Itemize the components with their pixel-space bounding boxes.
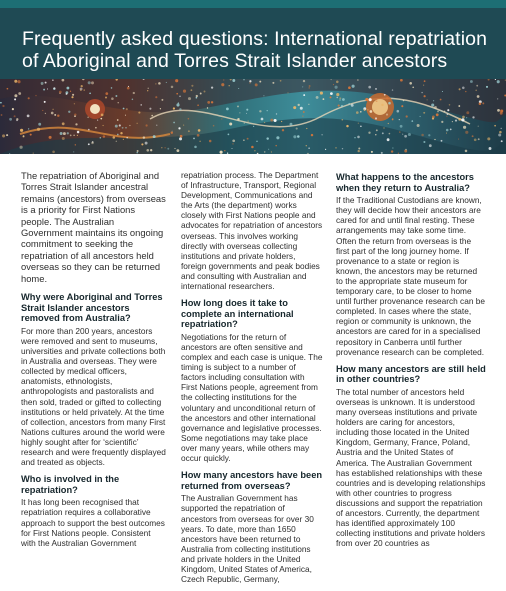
question-heading: How many ancestors are still held in other countries? xyxy=(336,363,486,385)
accent-bar xyxy=(0,0,506,8)
question-heading: How long does it take to complete an international repatriation? xyxy=(181,298,294,330)
answer-paragraph: The Australian Government has supported the repatriation of ancestors from overseas for over 30 years. To date, more than 1650 ancestors have been returned to Australia from collecting institutions and private holders in the United Kingdom, United States of America, Czech Republic, Germany, xyxy=(181,493,314,585)
question-heading: How many ancestors have been returned from overseas? xyxy=(181,470,323,491)
answer-paragraph: The total number of ancestors held overseas is unknown. It is understood many overseas institutions and private holders are caring for ancestors, including those located in the United Kingdom, Germany, France, Poland, Austria and the United States of America. The Australian Government has established relationships with these countries and is developing relationships with other countries to progress discussions and support the repatriation of ancestors. Currently, the department has identified approximately 100 collecting institutions and private holders from over 20 countries as xyxy=(336,386,486,549)
answer-paragraph: repatriation process. The Department of Infrastructure, Transport, Regional Development, Communications and the Arts (the department) works closely with First Nations people and advocates for repatriation of ancestors overseas. This involves working directly with overseas collecting institutions and private holders, foreign governments and peak bodies and consulting with Australian and international researchers. xyxy=(181,170,323,292)
question-heading: Why were Aboriginal and Torres Strait Islander ancestors removed from Australia? xyxy=(21,292,163,324)
answer-paragraph: Negotiations for the return of ancestors are often sensitive and complex and each case is unique. The timing is subject to a number of factors including consultation with First Nations people, agreement from the collecting institutions for the voluntary and unconditional return of the ancestors and other international governance and legislative processes. Some negotiations may take place over many years, while others may occur quickly. xyxy=(181,331,323,464)
answer-paragraph: If the Traditional Custodians are known, they will decide how their ancestors are cared for and until final resting. These arrangements may take some time. Often the return from overseas is the first part of the long journey home. If provenance to a state or region is known, the ancestors may be returned to the appropriate state museum for temporary care, to be closer to home until further provenance research can be completed. In cases where the state, region or community is unknown, the ancestors are cared for in a specialised repository in Canberra until further provenance research can be completed. xyxy=(336,195,485,357)
column-3 xyxy=(336,172,486,555)
answer-paragraph: For more than 200 years, ancestors were removed and sent to museums, universities and private collections both in Australia and overseas. They were collected by medical officers, anatomists, ethnologists, anthropologists and pastoralists and then sold, traded or gifted to collecting institutions or held privately. At the time of collection, ancestors from many First Nations cultures around the world were highly sought after for ‘scientific’ research and were frequently displayed and treated as objects. xyxy=(21,325,166,468)
intro-paragraph: The repatriation of Aboriginal and Torres Strait Islander ancestral remains (ancestors) from overseas is a priority for First Nations people. The Australian Government maintains its ongoing commitment to seeking the repatriation of all ancestors held overseas so they can be returned home. xyxy=(21,170,166,284)
question-heading: What happens to the ancestors when they return to Australia? xyxy=(336,172,474,193)
page-header xyxy=(0,8,506,79)
answer-paragraph: It has long been recognised that repatriation requires a collaborative approach to support the best outcomes for First Nations people. Consistent with the Australian Government xyxy=(21,497,165,548)
aboriginal-dot-painting-icon xyxy=(0,79,506,154)
page-title: Frequently asked questions: International repatriation of Aboriginal and Torres Strait Islander ancestors xyxy=(22,28,488,72)
column-1 xyxy=(21,170,167,555)
question-heading: Who is involved in the repatriation? xyxy=(21,474,120,495)
column-2 xyxy=(181,170,323,591)
